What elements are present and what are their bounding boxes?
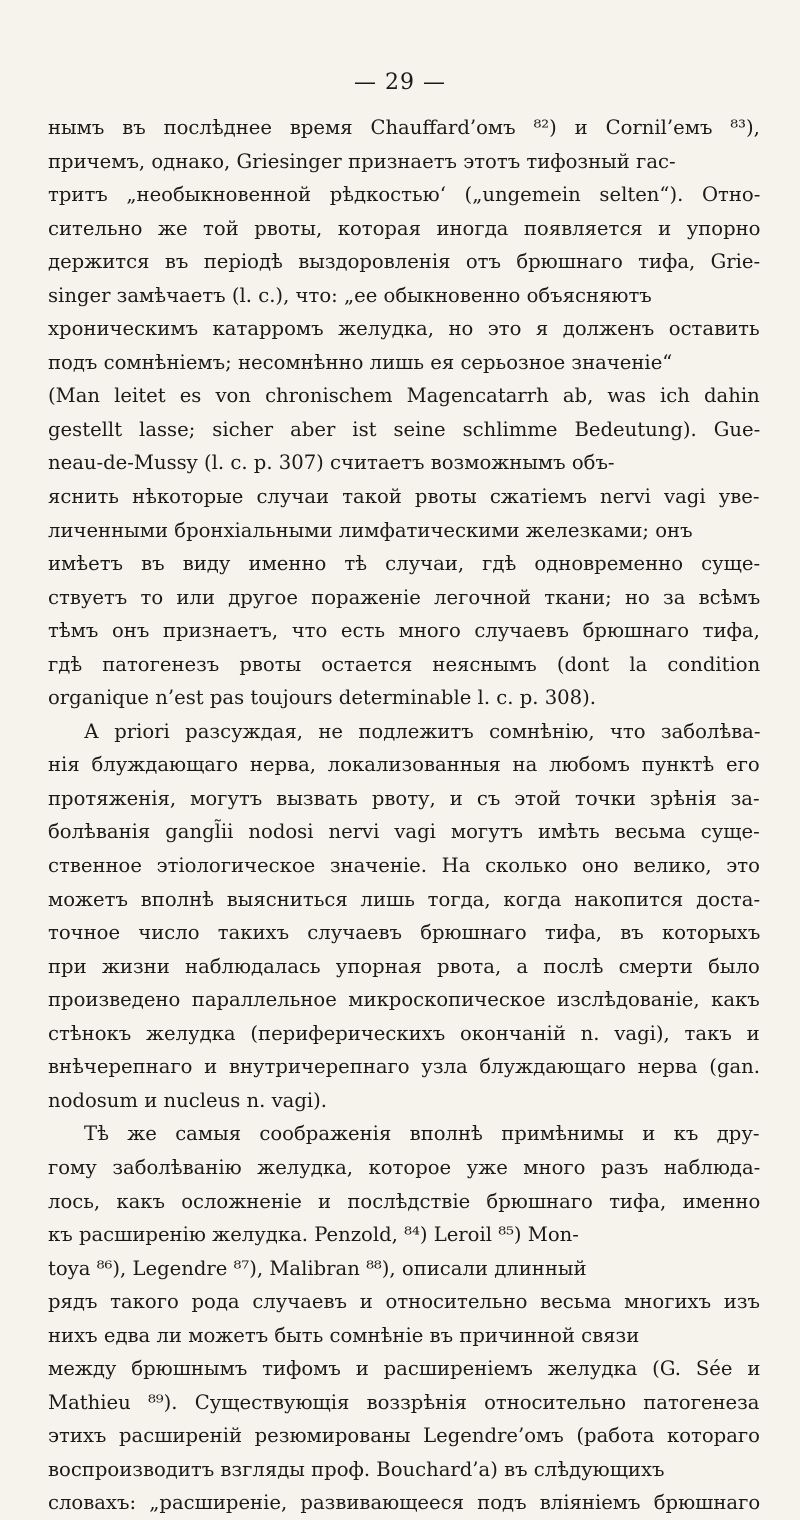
text-line: сительно же той рвоты, которая иногда появляется и упорно bbox=[48, 216, 761, 240]
text-line: хроническимъ катарромъ желудка, но это я долженъ оставить bbox=[48, 317, 760, 341]
text-line: gestellt lasse; sicher aber ist seine schlimme Bedeutung). Gue- bbox=[48, 417, 761, 441]
text-line: внѣчерепнаго и внутричерепнаго узла блуждающаго нерва (gan. bbox=[48, 1055, 761, 1079]
text-line: Mathieu ⁸⁹). Существующія воззрѣнія относительно патогенеза bbox=[48, 1390, 760, 1414]
text-line: воспроизводитъ взгляды проф. Bouchard’a) въ слѣдующихъ bbox=[48, 1457, 665, 1481]
text-line: протяженія, могутъ вызвать рвоту, и съ этой точки зрѣнія за- bbox=[48, 786, 760, 810]
text-line: organique n’est pas toujours determinable l. c. p. 308). bbox=[48, 686, 596, 710]
text-line: стѣнокъ желудка (периферическихъ окончаній n. vagi), такъ и bbox=[48, 1021, 760, 1045]
text-line: имѣетъ въ виду именно тѣ случаи, гдѣ одновременно суще- bbox=[48, 552, 761, 576]
text-line: болѣванія gangl̃ii nodosi nervi vagi могутъ имѣть весьма суще- bbox=[48, 820, 760, 844]
text-line: тѣмъ онъ признаетъ, что есть много случаевъ брюшнаго тифа, bbox=[48, 619, 760, 643]
text-line: между брюшнымъ тифомъ и расширеніемъ желудка (G. Sée и bbox=[48, 1357, 761, 1381]
text-line: причемъ, однако, Griesinger признаетъ этотъ тифозный гас- bbox=[48, 149, 676, 173]
text-line: держится въ періодѣ выздоровленія отъ брюшнаго тифа, Grie- bbox=[48, 250, 761, 274]
text-line: гдѣ патогенезъ рвоты остается неяснымъ (dont la condition bbox=[48, 652, 761, 676]
text-line: neau-de-Mussy (l. c. p. 307) считаетъ возможнымъ объ- bbox=[48, 451, 615, 475]
text-line: къ расширенію желудка. Penzold, ⁸⁴) Leroil ⁸⁵) Mon- bbox=[48, 1223, 579, 1247]
text-line: нихъ едва ли можетъ быть сомнѣніе въ причинной связи bbox=[48, 1323, 640, 1347]
text-line: ственное этіологическое значеніе. На сколько оно велико, это bbox=[48, 854, 760, 878]
text-line: словахъ: „расширеніе, развивающееся подъ вліяніемъ брюшнаго bbox=[48, 1491, 761, 1515]
text-line: nodosum и nucleus n. vagi). bbox=[48, 1088, 328, 1112]
text-line: произведено параллельное микроскопическое изслѣдованіе, какъ bbox=[48, 988, 760, 1012]
paragraph-2 bbox=[48, 715, 760, 1118]
text-line: нія блуждающаго нерва, локализованныя на любомъ пунктѣ его bbox=[48, 753, 760, 777]
text-line: можетъ вполнѣ выясниться лишь тогда, когда накопится доста- bbox=[48, 887, 761, 911]
text-line: А priori разсуждая, не подлежитъ сомнѣнію, что заболѣва- bbox=[84, 719, 761, 743]
text-line: яснить нѣкоторые случаи такой рвоты сжатіемъ nervi vagi уве- bbox=[48, 485, 760, 509]
text-line: toya ⁸⁶), Legendre ⁸⁷), Malibran ⁸⁸), описали длинный bbox=[48, 1256, 587, 1280]
text-line: гому заболѣванію желудка, которое уже много разъ наблюда- bbox=[48, 1155, 761, 1179]
paragraph-1 bbox=[48, 111, 760, 715]
text-line: тритъ „необыкновенной рѣдкостью‘ („ungemein selten“). Отно- bbox=[48, 183, 761, 207]
text-line: личенными бронхіальными лимфатическими железками; онъ bbox=[48, 518, 693, 542]
text-line: (Man leitet es von chronischem Magencatarrh ab, was ich dahin bbox=[48, 384, 760, 408]
body-text bbox=[48, 111, 760, 1520]
text-line: этихъ расширеній резюмированы Legendre’омъ (работа котораго bbox=[48, 1424, 760, 1448]
page-number: — 29 — bbox=[354, 70, 446, 95]
text-line: нымъ въ послѣднее время Chauffard’омъ ⁸²) и Cornil’емъ ⁸³), bbox=[48, 116, 760, 139]
text-line: рядъ такого рода случаевъ и относительно весьма многихъ изъ bbox=[48, 1290, 760, 1314]
paragraph-3 bbox=[48, 1117, 760, 1520]
text-line: singer замѣчаетъ (l. c.), что: „ее обыкновенно объясняютъ bbox=[48, 283, 652, 307]
text-line: Тѣ же самыя соображенія вполнѣ примѣнимы и къ дру- bbox=[84, 1122, 760, 1146]
text-line: при жизни наблюдалась упорная рвота, а послѣ смерти было bbox=[48, 954, 760, 978]
text-line: точное число такихъ случаевъ брюшнаго тифа, въ которыхъ bbox=[48, 921, 761, 945]
text-line: подъ сомнѣніемъ; несомнѣнно лишь ея серьозное значеніе“ bbox=[48, 350, 673, 374]
text-line: ствуетъ то или другое пораженіе легочной ткани; но за всѣмъ bbox=[48, 585, 761, 609]
text-line: лось, какъ осложненіе и послѣдствіе брюшнаго тифа, именно bbox=[48, 1189, 761, 1213]
